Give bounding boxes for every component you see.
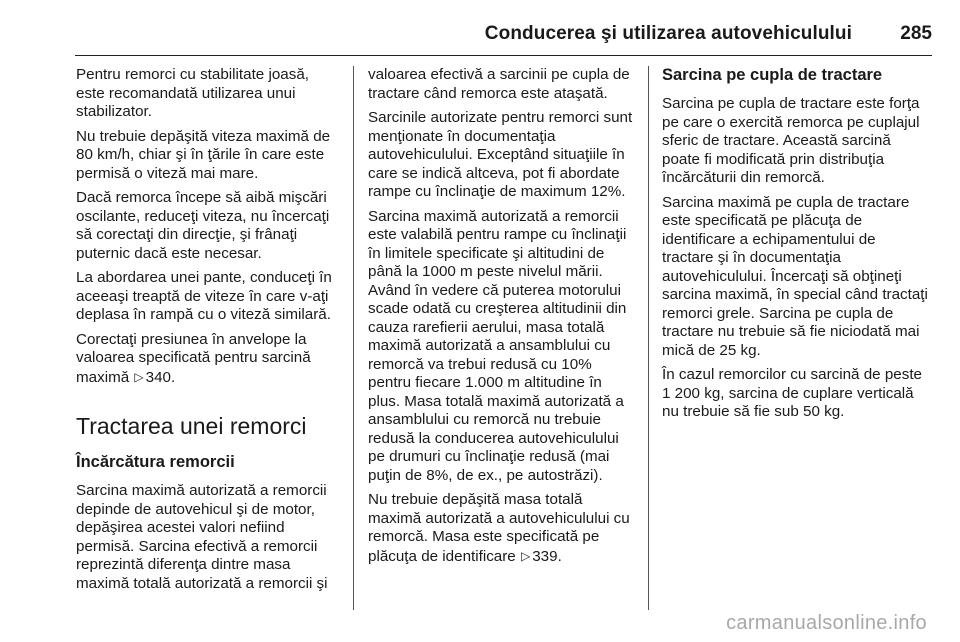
page-reference[interactable]: 340. [145,368,176,386]
paragraph: Sarcina maximă autorizată a remorcii este valabilă pentru rampe cu înclinaţii în limitele specificate şi altitudini de până la 1000 m peste nivelul mării. Având în vedere că puterea motorului scade odată cu creşterea altitudinii din cauza rarefierii aerului, masa totală maximă autorizată a ansamblului cu remorcă va trebui redusă cu 10% pentru fiecare 1.000 m altitudine în plus. Masa totală maximă autorizată a ansamblului cu remorcă nu trebuie redusă la conducerea autovehiculului pe drumuri cu înclinaţie redusă (mai puţin de 8%, de ex., pe autostrăzi). [368,207,627,484]
paragraph-with-reference [368,491,634,566]
paragraph-text: Nu trebuie depăşită masa totală maximă autorizată a autovehiculului cu remorcă. Masa este specificată pe plăcuţa de identificare [368,491,630,565]
header-title: Conducerea şi utilizarea autovehiculului [484,23,852,44]
column-right [662,66,930,428]
paragraph: Dacă remorca începe să aibă mişcări oscilante, reduceţi viteza, nu încercaţi să corectaţi din direcţie, şi frânaţi puternic dacă este necesar. [76,189,330,262]
page-header [0,0,960,58]
section-heading: Tractarea unei remorci [76,413,307,439]
header-divider [75,55,932,56]
column-divider-2 [648,66,649,610]
paragraph: Sarcina maximă pe cupla de tractare este specificată pe plăcuţa de identificare a echipamentului de tractare şi în documentaţia autovehiculului. Încercaţi să obţineţi sarcina maximă, în special când tractaţi remorci grele. Sarcina pe cupla de tractare nu trebuie să fie niciodată mai mică de 25 kg. [662,193,928,359]
subheading: Încărcătura remorcii [76,453,235,471]
paragraph: Pentru remorci cu stabilitate joasă, este recomandată utilizarea unui stabilizator. [76,66,309,120]
column-divider-1 [353,66,354,610]
column-left [76,66,340,599]
paragraph: Sarcina maximă autorizată a remorcii depinde de autovehicul şi de motor, depăşirea acestei valori nefiind permisă. Sarcina efectivă a remorcii reprezintă diferenţa dintre masa maximă totală autorizată a remorcii şi [76,482,328,592]
paragraph: valoarea efectivă a sarcinii pe cupla de tractare când remorca este ataşată. [368,66,630,102]
paragraph: Nu trebuie depăşită viteza maximă de 80 km/h, chiar şi în ţările în care este permisă o viteză mai mare. [76,127,331,182]
paragraph-with-reference [76,331,340,388]
paragraph: În cazul remorcilor cu sarcină de peste 1 200 kg, sarcina de cuplare verticală nu trebuie să fie sub 50 kg. [662,366,922,420]
paragraph: La abordarea unei pante, conduceţi în aceeaşi treaptă de viteze în care v-aţi deplasa în rampă cu o viteză similară. [76,269,332,323]
subheading: Sarcina pe cupla de tractare [662,66,883,84]
paragraph-text: Corectaţi presiunea în anvelope la valoarea specificată pentru sarcină maximă [76,330,311,386]
page-reference-arrow-icon: ▷ [521,548,531,563]
paragraph: Sarcinile autorizate pentru remorci sunt menţionate în documentaţia autovehiculului. Exceptând situaţiile în care se indică altceva, pot fi abordate rampe cu înclinaţie de maximum 12%. [368,109,633,200]
page-reference[interactable]: 339. [532,547,562,565]
page-number: 285 [900,23,932,44]
watermark: carmanualsonline.info [726,612,927,634]
page-reference-arrow-icon: ▷ [134,369,144,384]
column-middle [368,66,634,572]
paragraph: Sarcina pe cupla de tractare este forţa pe care o exercită remorca pe cuplajul sferic de tractare. Această sarcină poate fi modificată prin distribuţia încărcăturii din remorcă. [662,95,920,186]
